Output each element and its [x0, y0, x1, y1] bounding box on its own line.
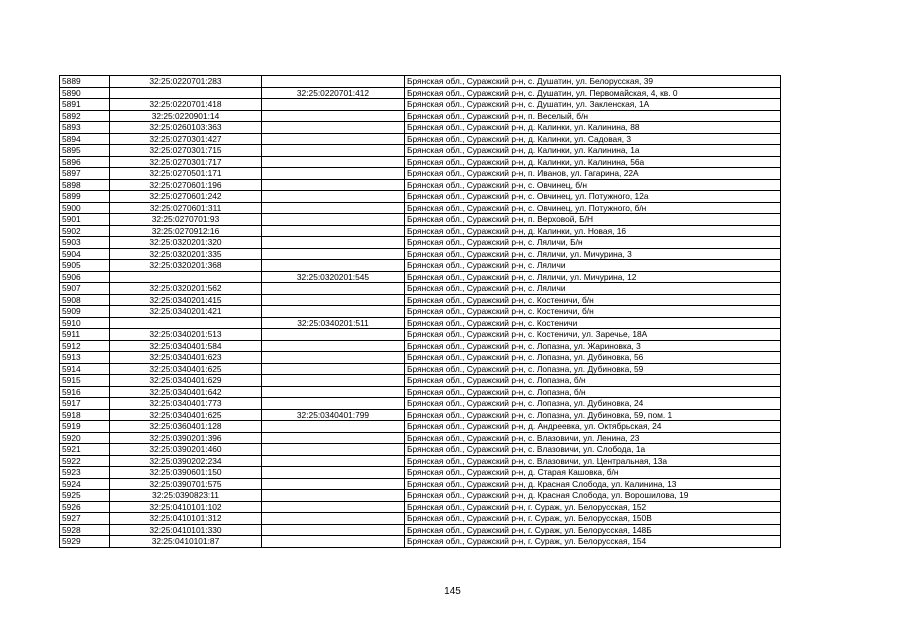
cadastral-number-secondary-cell — [262, 202, 405, 214]
cadastral-number-secondary-cell — [262, 294, 405, 306]
row-number-cell: 5908 — [60, 294, 110, 306]
address-cell: Брянская обл., Суражский р-н, с. Ляличи, Б/н — [405, 237, 781, 249]
cadastral-number-cell: 32:25:0270301:717 — [110, 156, 262, 168]
address-cell: Брянская обл., Суражский р-н, с. Душатин, ул. Закленская, 1А — [405, 99, 781, 111]
table-row — [60, 329, 781, 341]
table-row — [60, 122, 781, 134]
page-number: 145 — [444, 586, 461, 597]
cadastral-number-cell: 32:25:0270701:93 — [110, 214, 262, 226]
cadastral-number-cell: 32:25:0270501:171 — [110, 168, 262, 180]
cadastral-number-secondary-cell — [262, 352, 405, 364]
table-row — [60, 191, 781, 203]
table-row — [60, 317, 781, 329]
table-row — [60, 455, 781, 467]
cadastral-number-secondary-cell — [262, 340, 405, 352]
row-number-cell: 5904 — [60, 248, 110, 260]
row-number-cell: 5901 — [60, 214, 110, 226]
cadastral-number-secondary-cell — [262, 444, 405, 456]
address-cell: Брянская обл., Суражский р-н, п. Веселый, б/н — [405, 110, 781, 122]
cadastral-number-cell: 32:25:0410101:330 — [110, 524, 262, 536]
address-cell: Брянская обл., Суражский р-н, г. Сураж, ул. Белорусская, 154 — [405, 536, 781, 548]
cadastral-number-secondary-cell — [262, 478, 405, 490]
cadastral-number-cell: 32:25:0340401:642 — [110, 386, 262, 398]
row-number-cell: 5890 — [60, 87, 110, 99]
cadastral-number-cell — [110, 271, 262, 283]
row-number-cell: 5899 — [60, 191, 110, 203]
table-row — [60, 87, 781, 99]
address-cell: Брянская обл., Суражский р-н, с. Ляличи, ул. Мичурина, 3 — [405, 248, 781, 260]
cadastral-number-secondary-cell — [262, 375, 405, 387]
row-number-cell: 5903 — [60, 237, 110, 249]
table-row — [60, 398, 781, 410]
cadastral-number-secondary-cell — [262, 398, 405, 410]
cadastral-number-cell: 32:25:0340201:415 — [110, 294, 262, 306]
address-cell: Брянская обл., Суражский р-н, с. Влазовичи, ул. Слобода, 1а — [405, 444, 781, 456]
cadastral-number-cell: 32:25:0270912:16 — [110, 225, 262, 237]
cadastral-number-cell: 32:25:0340201:513 — [110, 329, 262, 341]
cadastral-number-secondary-cell — [262, 329, 405, 341]
cadastral-number-cell: 32:25:0220701:418 — [110, 99, 262, 111]
table-row — [60, 237, 781, 249]
cadastral-number-secondary-cell: 32:25:0220701:412 — [262, 87, 405, 99]
cadastral-number-secondary-cell — [262, 110, 405, 122]
cadastral-number-secondary-cell — [262, 386, 405, 398]
table-row — [60, 248, 781, 260]
cadastral-number-secondary-cell — [262, 501, 405, 513]
address-cell: Брянская обл., Суражский р-н, с. Овчинец, ул. Потужного, 12а — [405, 191, 781, 203]
address-cell: Брянская обл., Суражский р-н, п. Иванов, ул. Гагарина, 22А — [405, 168, 781, 180]
table-row — [60, 271, 781, 283]
row-number-cell: 5906 — [60, 271, 110, 283]
address-cell: Брянская обл., Суражский р-н, д. Калинки, ул. Садовая, 3 — [405, 133, 781, 145]
cadastral-number-cell: 32:25:0260103:363 — [110, 122, 262, 134]
table-row — [60, 524, 781, 536]
cadastral-number-cell: 32:25:0410101:312 — [110, 513, 262, 525]
cadastral-number-cell — [110, 317, 262, 329]
row-number-cell: 5924 — [60, 478, 110, 490]
cadastral-number-secondary-cell — [262, 490, 405, 502]
row-number-cell: 5898 — [60, 179, 110, 191]
cadastral-number-secondary-cell — [262, 248, 405, 260]
address-cell: Брянская обл., Суражский р-н, с. Костеничи, б/н — [405, 306, 781, 318]
address-cell: Брянская обл., Суражский р-н, д. Калинки, ул. Калинина, 56а — [405, 156, 781, 168]
row-number-cell: 5894 — [60, 133, 110, 145]
cadastral-number-cell: 32:25:0320201:335 — [110, 248, 262, 260]
table-row — [60, 421, 781, 433]
cadastral-number-cell: 32:25:0270601:311 — [110, 202, 262, 214]
cadastral-number-secondary-cell — [262, 191, 405, 203]
cadastral-number-cell: 32:25:0220901:14 — [110, 110, 262, 122]
cadastral-number-secondary-cell — [262, 283, 405, 295]
row-number-cell: 5912 — [60, 340, 110, 352]
address-cell: Брянская обл., Суражский р-н, с. Лопазна, б/н — [405, 386, 781, 398]
address-cell: Брянская обл., Суражский р-н, с. Ляличи — [405, 283, 781, 295]
cadastral-number-cell: 32:25:0220701:283 — [110, 76, 262, 88]
table-row — [60, 202, 781, 214]
row-number-cell: 5926 — [60, 501, 110, 513]
cadastral-number-secondary-cell — [262, 536, 405, 548]
row-number-cell: 5927 — [60, 513, 110, 525]
address-cell: Брянская обл., Суражский р-н, п. Верховой, Б/Н — [405, 214, 781, 226]
row-number-cell: 5919 — [60, 421, 110, 433]
address-cell: Брянская обл., Суражский р-н, д. Андреевка, ул. Октябрьская, 24 — [405, 421, 781, 433]
cadastral-number-cell: 32:25:0390201:396 — [110, 432, 262, 444]
cadastral-number-secondary-cell — [262, 122, 405, 134]
row-number-cell: 5891 — [60, 99, 110, 111]
cadastral-number-secondary-cell — [262, 524, 405, 536]
address-cell: Брянская обл., Суражский р-н, с. Лопазна, б/н — [405, 375, 781, 387]
table-row — [60, 501, 781, 513]
row-number-cell: 5922 — [60, 455, 110, 467]
cadastral-number-secondary-cell — [262, 363, 405, 375]
property-table — [59, 75, 781, 548]
row-number-cell: 5920 — [60, 432, 110, 444]
table-row — [60, 145, 781, 157]
table-row — [60, 306, 781, 318]
cadastral-number-secondary-cell — [262, 432, 405, 444]
table-row — [60, 76, 781, 88]
row-number-cell: 5893 — [60, 122, 110, 134]
address-cell: Брянская обл., Суражский р-н, с. Лопазна, ул. Дубиновка, 24 — [405, 398, 781, 410]
cadastral-number-cell: 32:25:0340401:773 — [110, 398, 262, 410]
table-row — [60, 110, 781, 122]
table-row — [60, 363, 781, 375]
cadastral-number-secondary-cell — [262, 145, 405, 157]
cadastral-number-cell: 32:25:0340401:584 — [110, 340, 262, 352]
row-number-cell: 5911 — [60, 329, 110, 341]
address-cell: Брянская обл., Суражский р-н, с. Лопазна, ул. Дубиновка, 56 — [405, 352, 781, 364]
cadastral-number-cell: 32:25:0340401:625 — [110, 363, 262, 375]
row-number-cell: 5914 — [60, 363, 110, 375]
cadastral-number-secondary-cell — [262, 76, 405, 88]
row-number-cell: 5910 — [60, 317, 110, 329]
cadastral-number-secondary-cell — [262, 455, 405, 467]
address-cell: Брянская обл., Суражский р-н, д. Калинки, ул. Новая, 16 — [405, 225, 781, 237]
cadastral-number-secondary-cell: 32:25:0340201:511 — [262, 317, 405, 329]
cadastral-number-cell: 32:25:0390601:150 — [110, 467, 262, 479]
row-number-cell: 5918 — [60, 409, 110, 421]
row-number-cell: 5896 — [60, 156, 110, 168]
cadastral-number-secondary-cell: 32:25:0340401:799 — [262, 409, 405, 421]
table-row — [60, 214, 781, 226]
row-number-cell: 5917 — [60, 398, 110, 410]
cadastral-number-secondary-cell — [262, 467, 405, 479]
property-table-body — [60, 76, 781, 548]
table-row — [60, 432, 781, 444]
row-number-cell: 5923 — [60, 467, 110, 479]
row-number-cell: 5902 — [60, 225, 110, 237]
cadastral-number-cell: 32:25:0410101:87 — [110, 536, 262, 548]
address-cell: Брянская обл., Суражский р-н, с. Ляличи — [405, 260, 781, 272]
address-cell: Брянская обл., Суражский р-н, с. Лопазна, ул. Дубиновка, 59, пом. 1 — [405, 409, 781, 421]
table-row — [60, 536, 781, 548]
address-cell: Брянская обл., Суражский р-н, с. Ляличи, ул. Мичурина, 12 — [405, 271, 781, 283]
table-row — [60, 156, 781, 168]
address-cell: Брянская обл., Суражский р-н, с. Костеничи, б/н — [405, 294, 781, 306]
table-row — [60, 409, 781, 421]
cadastral-number-secondary-cell — [262, 513, 405, 525]
address-cell: Брянская обл., Суражский р-н, г. Сураж, ул. Белорусская, 150В — [405, 513, 781, 525]
row-number-cell: 5895 — [60, 145, 110, 157]
cadastral-number-cell: 32:25:0340401:629 — [110, 375, 262, 387]
cadastral-number-cell: 32:25:0320201:562 — [110, 283, 262, 295]
row-number-cell: 5907 — [60, 283, 110, 295]
cadastral-number-cell: 32:25:0320201:368 — [110, 260, 262, 272]
table-row — [60, 340, 781, 352]
cadastral-number-cell: 32:25:0390202:234 — [110, 455, 262, 467]
row-number-cell: 5916 — [60, 386, 110, 398]
address-cell: Брянская обл., Суражский р-н, с. Овчинец, ул. Потужного, б/н — [405, 202, 781, 214]
row-number-cell: 5900 — [60, 202, 110, 214]
cadastral-number-secondary-cell — [262, 133, 405, 145]
address-cell: Брянская обл., Суражский р-н, с. Овчинец, б/н — [405, 179, 781, 191]
cadastral-number-secondary-cell — [262, 168, 405, 180]
cadastral-number-secondary-cell — [262, 214, 405, 226]
table-row — [60, 133, 781, 145]
address-cell: Брянская обл., Суражский р-н, с. Влазовичи, ул. Центральная, 13а — [405, 455, 781, 467]
address-cell: Брянская обл., Суражский р-н, д. Старая Кашовка, б/н — [405, 467, 781, 479]
table-row — [60, 478, 781, 490]
address-cell: Брянская обл., Суражский р-н, д. Красная Слобода, ул. Калинина, 13 — [405, 478, 781, 490]
table-row — [60, 225, 781, 237]
cadastral-number-cell: 32:25:0270301:427 — [110, 133, 262, 145]
cadastral-number-secondary-cell — [262, 421, 405, 433]
address-cell: Брянская обл., Суражский р-н, г. Сураж, ул. Белорусская, 152 — [405, 501, 781, 513]
table-row — [60, 168, 781, 180]
address-cell: Брянская обл., Суражский р-н, с. Лопазна, ул. Дубиновка, 59 — [405, 363, 781, 375]
table-row — [60, 444, 781, 456]
address-cell: Брянская обл., Суражский р-н, д. Калинки, ул. Калинина, 88 — [405, 122, 781, 134]
row-number-cell: 5905 — [60, 260, 110, 272]
cadastral-number-cell: 32:25:0390823:11 — [110, 490, 262, 502]
cadastral-number-secondary-cell — [262, 99, 405, 111]
row-number-cell: 5925 — [60, 490, 110, 502]
cadastral-number-secondary-cell — [262, 237, 405, 249]
cadastral-number-secondary-cell — [262, 156, 405, 168]
cadastral-number-cell: 32:25:0390701:575 — [110, 478, 262, 490]
row-number-cell: 5892 — [60, 110, 110, 122]
address-cell: Брянская обл., Суражский р-н, д. Калинки, ул. Калинина, 1а — [405, 145, 781, 157]
cadastral-number-cell: 32:25:0270601:242 — [110, 191, 262, 203]
table-row — [60, 260, 781, 272]
row-number-cell: 5915 — [60, 375, 110, 387]
cadastral-number-cell: 32:25:0340201:421 — [110, 306, 262, 318]
address-cell: Брянская обл., Суражский р-н, с. Лопазна, ул. Жариновка, 3 — [405, 340, 781, 352]
cadastral-number-cell: 32:25:0410101:102 — [110, 501, 262, 513]
address-cell: Брянская обл., Суражский р-н, г. Сураж, ул. Белорусская, 148Б — [405, 524, 781, 536]
cadastral-number-secondary-cell: 32:25:0320201:545 — [262, 271, 405, 283]
row-number-cell: 5889 — [60, 76, 110, 88]
row-number-cell: 5913 — [60, 352, 110, 364]
cadastral-number-cell: 32:25:0340401:623 — [110, 352, 262, 364]
cadastral-number-secondary-cell — [262, 260, 405, 272]
table-row — [60, 375, 781, 387]
table-row — [60, 386, 781, 398]
table-row — [60, 294, 781, 306]
row-number-cell: 5929 — [60, 536, 110, 548]
table-row — [60, 179, 781, 191]
row-number-cell: 5909 — [60, 306, 110, 318]
address-cell: Брянская обл., Суражский р-н, с. Костеничи — [405, 317, 781, 329]
row-number-cell: 5928 — [60, 524, 110, 536]
cadastral-number-secondary-cell — [262, 225, 405, 237]
cadastral-number-cell: 32:25:0270301:715 — [110, 145, 262, 157]
cadastral-number-cell — [110, 87, 262, 99]
cadastral-number-secondary-cell — [262, 306, 405, 318]
table-row — [60, 467, 781, 479]
cadastral-number-cell: 32:25:0390201:460 — [110, 444, 262, 456]
cadastral-number-cell: 32:25:0360401:128 — [110, 421, 262, 433]
table-row — [60, 99, 781, 111]
table-row — [60, 513, 781, 525]
table-row — [60, 283, 781, 295]
address-cell: Брянская обл., Суражский р-н, д. Красная Слобода, ул. Ворошилова, 19 — [405, 490, 781, 502]
cadastral-number-cell: 32:25:0320201:320 — [110, 237, 262, 249]
row-number-cell: 5897 — [60, 168, 110, 180]
cadastral-number-secondary-cell — [262, 179, 405, 191]
address-cell: Брянская обл., Суражский р-н, с. Душатин, ул. Первомайская, 4, кв. 0 — [405, 87, 781, 99]
table-row — [60, 490, 781, 502]
address-cell: Брянская обл., Суражский р-н, с. Душатин, ул. Белорусская, 39 — [405, 76, 781, 88]
address-cell: Брянская обл., Суражский р-н, с. Костеничи, ул. Заречье, 18А — [405, 329, 781, 341]
row-number-cell: 5921 — [60, 444, 110, 456]
cadastral-number-cell: 32:25:0270601:196 — [110, 179, 262, 191]
address-cell: Брянская обл., Суражский р-н, с. Влазовичи, ул. Ленина, 23 — [405, 432, 781, 444]
cadastral-number-cell: 32:25:0340401:625 — [110, 409, 262, 421]
table-row — [60, 352, 781, 364]
